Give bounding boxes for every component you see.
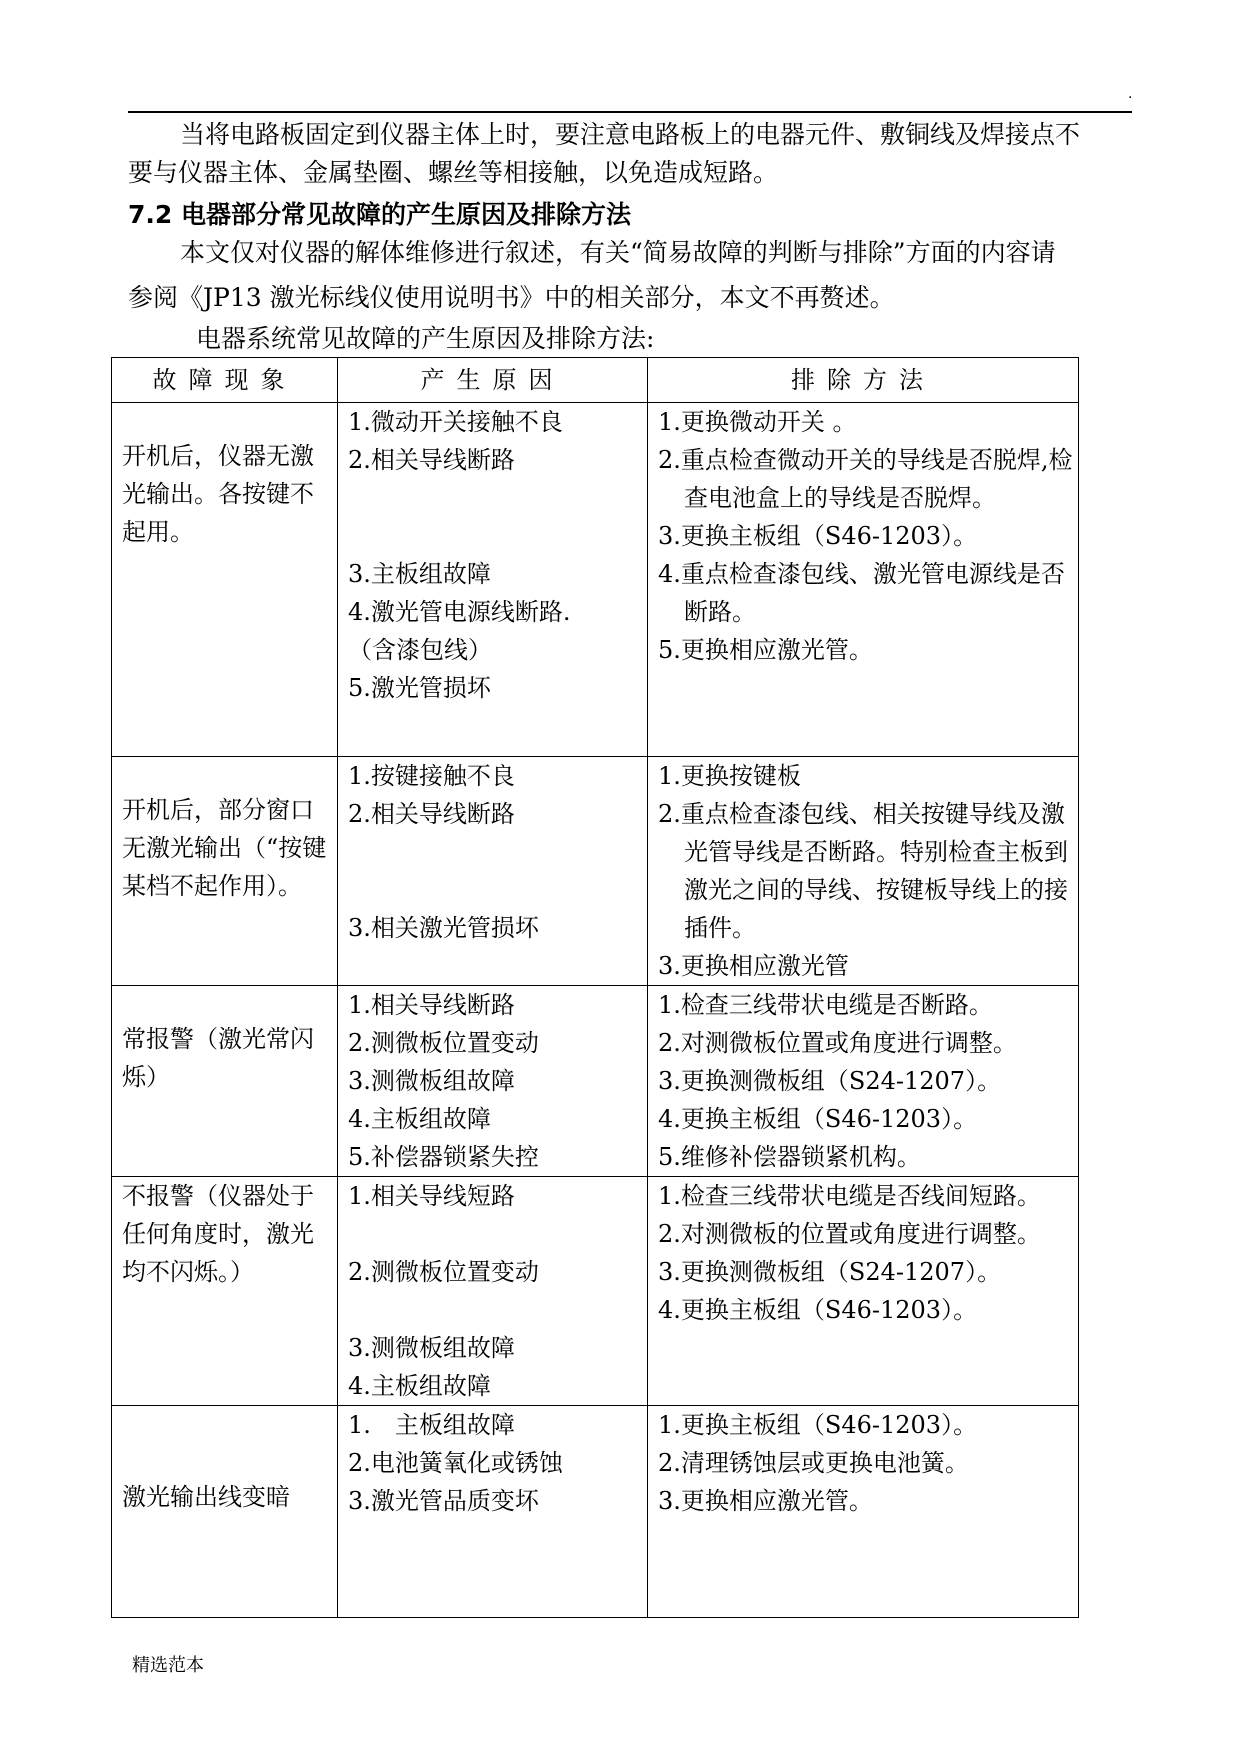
cause-cell xyxy=(338,757,648,986)
desc-line-1: 本文仅对仪器的解体维修进行叙述，有关“简易故障的判断与排除”方面的内容请 xyxy=(180,238,1056,267)
symptom-cell xyxy=(112,986,338,1177)
symptom-text: 激光输出线变暗 xyxy=(122,1483,290,1511)
fix-line: 1.检查三线带状电缆是否断路。 xyxy=(658,991,993,1019)
cause-line xyxy=(348,1291,643,1329)
cause-line: 3.测微板组故障 xyxy=(348,1067,515,1095)
fix-cell xyxy=(648,1406,1079,1618)
table-caption: 电器系统常见故障的产生原因及排除方法: xyxy=(196,324,655,353)
cause-line: 2.相关导线断路 xyxy=(348,800,515,828)
cause-line: （含漆包线） xyxy=(348,636,492,664)
cause-line: 1.按键接触不良 xyxy=(348,762,515,790)
table-row xyxy=(112,1177,1079,1406)
cause-line: 1.相关导线短路 xyxy=(348,1182,515,1210)
symptom-text: 开机后，仪器无激光输出。各按键不起用。 xyxy=(122,442,314,546)
table-row xyxy=(112,1406,1079,1618)
symptom-cell xyxy=(112,1406,338,1618)
cause-line xyxy=(348,871,643,909)
symptom-cell xyxy=(112,757,338,986)
cause-line: 3.相关激光管损坏 xyxy=(348,914,539,942)
header-mark: . xyxy=(1128,86,1133,102)
cause-line: 4.主板组故障 xyxy=(348,1105,491,1133)
header-cause: 产生原因 xyxy=(338,358,648,403)
fix-cell xyxy=(648,757,1079,986)
fix-line: 2.重点检查漆包线、相关按键导线及激光管导线是否断路。特别检查主板到激光之间的导线、按键板导线上的接插件。 xyxy=(658,800,1068,942)
fix-line: 5.维修补偿器锁紧机构。 xyxy=(658,1143,921,1171)
fix-line: 3.更换测微板组（S24-1207）。 xyxy=(658,1067,1002,1095)
fix-line: 3.更换测微板组（S24-1207）。 xyxy=(658,1258,1002,1286)
cause-line: 3.激光管品质变坏 xyxy=(348,1487,539,1515)
cause-line: 3.主板组故障 xyxy=(348,560,491,588)
cause-cell xyxy=(338,1177,648,1406)
table-row xyxy=(112,403,1079,757)
intro-line-2: 要与仪器主体、金属垫圈、螺丝等相接触，以免造成短路。 xyxy=(128,158,779,187)
section-heading: 7.2 电器部分常见故障的产生原因及排除方法 xyxy=(128,200,631,229)
fault-table xyxy=(111,357,1079,1618)
fix-line: 4.更换主板组（S46-1203）。 xyxy=(658,1105,978,1133)
cause-line: 3.测微板组故障 xyxy=(348,1334,515,1362)
cause-line: 2.测微板位置变动 xyxy=(348,1258,539,1286)
cause-line: 4.激光管电源线断路. xyxy=(348,598,571,626)
cause-line: 2.电池簧氧化或锈蚀 xyxy=(348,1449,563,1477)
fix-line: 2.对测微板的位置或角度进行调整。 xyxy=(658,1220,1041,1248)
symptom-cell xyxy=(112,403,338,757)
symptom-cell xyxy=(112,1177,338,1406)
fix-line: 2.重点检查微动开关的导线是否脱焊,检查电池盒上的导线是否脱焊。 xyxy=(658,446,1073,512)
cause-line: 5.激光管损坏 xyxy=(348,674,491,702)
symptom-text: 常报警（激光常闪烁） xyxy=(122,1025,314,1091)
symptom-text: 开机后，部分窗口无激光输出（“按键某档不起作用）。 xyxy=(122,796,327,900)
cause-line: 1.微动开关接触不良 xyxy=(348,408,563,436)
cause-line xyxy=(348,479,643,517)
fix-cell xyxy=(648,403,1079,757)
fix-line: 1.检查三线带状电缆是否线间短路。 xyxy=(658,1182,1041,1210)
cause-line xyxy=(348,1215,643,1253)
cause-cell xyxy=(338,986,648,1177)
desc-line-2: 参阅《JP13 激光标线仪使用说明书》中的相关部分，本文不再赘述。 xyxy=(128,283,895,312)
fix-line: 3.更换相应激光管 xyxy=(658,952,849,980)
cause-line xyxy=(348,517,643,555)
header-rule xyxy=(128,111,1132,113)
header-symptom: 故障现象 xyxy=(112,358,338,403)
symptom-text: 不报警（仪器处于任何角度时，激光均不闪烁。） xyxy=(122,1182,314,1286)
cause-line xyxy=(348,833,643,871)
cause-line: 1. 主板组故障 xyxy=(348,1411,515,1439)
fix-line: 5.更换相应激光管。 xyxy=(658,636,873,664)
cause-cell xyxy=(338,403,648,757)
fix-cell xyxy=(648,1177,1079,1406)
cause-line: 2.相关导线断路 xyxy=(348,446,515,474)
fix-line: 1.更换按键板 xyxy=(658,762,801,790)
cause-line: 5.补偿器锁紧失控 xyxy=(348,1143,539,1171)
cause-line: 4.主板组故障 xyxy=(348,1372,491,1400)
cause-line: 1.相关导线断路 xyxy=(348,991,515,1019)
fix-cell xyxy=(648,986,1079,1177)
table-row xyxy=(112,986,1079,1177)
fix-line: 4.重点检查漆包线、激光管电源线是否断路。 xyxy=(658,560,1065,626)
table-header-row xyxy=(112,358,1079,403)
fix-line: 2.清理锈蚀层或更换电池簧。 xyxy=(658,1449,969,1477)
fix-line: 3.更换相应激光管。 xyxy=(658,1487,873,1515)
intro-line-1: 当将电路板固定到仪器主体上时，要注意电路板上的电器元件、敷铜线及焊接点不 xyxy=(180,120,1081,149)
cause-line: 2.测微板位置变动 xyxy=(348,1029,539,1057)
cause-cell xyxy=(338,1406,648,1618)
fix-line: 1.更换主板组（S46-1203）。 xyxy=(658,1411,978,1439)
fix-line: 1.更换微动开关 。 xyxy=(658,408,857,436)
fix-line: 2.对测微板位置或角度进行调整。 xyxy=(658,1029,1017,1057)
fix-line: 4.更换主板组（S46-1203）。 xyxy=(658,1296,978,1324)
table-row xyxy=(112,757,1079,986)
footer-text: 精选范本 xyxy=(132,1655,204,1676)
header-fix: 排除方法 xyxy=(648,358,1079,403)
fix-line: 3.更换主板组（S46-1203）。 xyxy=(658,522,978,550)
